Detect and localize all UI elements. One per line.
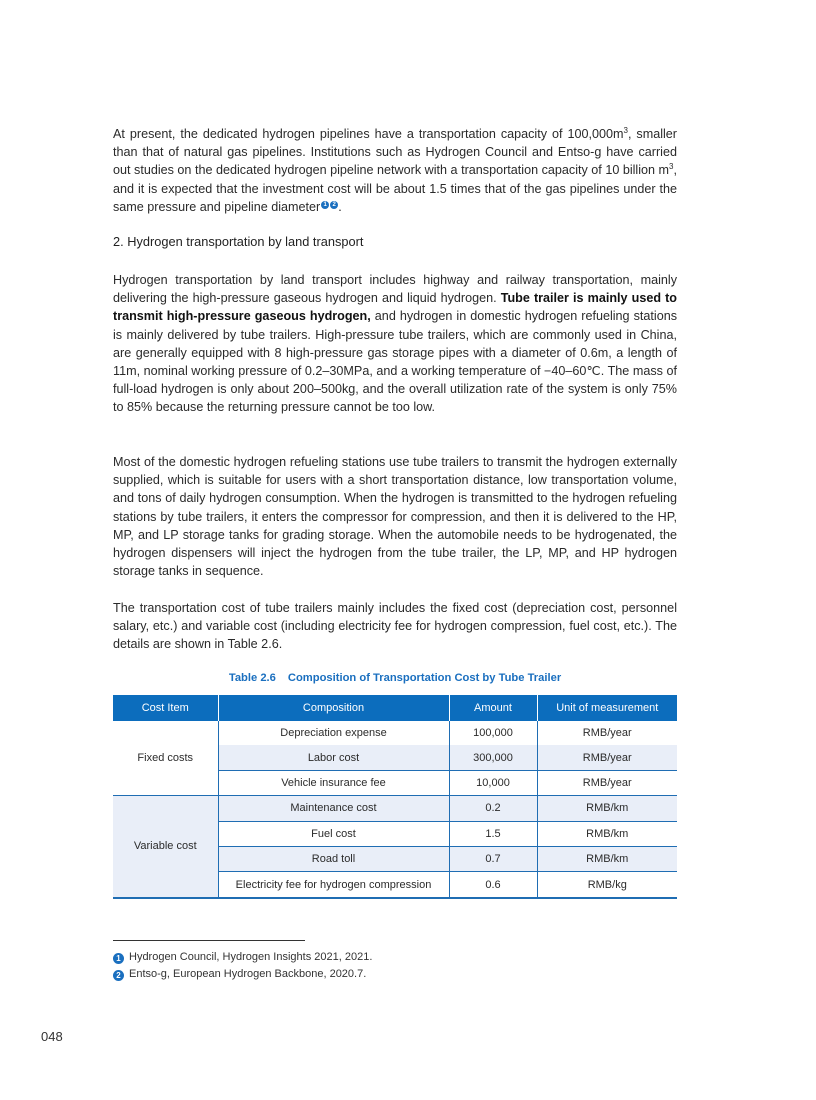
footnote-text: Hydrogen Council, Hydrogen Insights 2021, 2021. bbox=[129, 951, 373, 963]
cell-composition: Electricity fee for hydrogen compression bbox=[218, 872, 449, 898]
header-unit: Unit of measurement bbox=[537, 695, 677, 721]
paragraph-refueling-stations: Most of the domestic hydrogen refueling stations use tube trailers to transmit the hydrogen externally supplied, which is suitable for users with a short transportation distance, low transportation volume, and tons of daily hydrogen consumption. When the hydrogen is transmitted to the hydrogen refueling stations by tube trailers, it enters the compressor for compression, and then it is delivered to the HP, MP, and LP storage tanks for grading storage. When the automobile needs to be hydrogenated, the hydrogen dispensers will inject the hydrogen from the tube trailer, the LP, MP, and HP hydrogen storage tanks in sequence. bbox=[113, 455, 677, 579]
paragraph-land-transport bbox=[113, 271, 677, 417]
cell-composition: Labor cost bbox=[218, 745, 449, 770]
text-run: , and it is expected that the investment cost will be about 1.5 times that of the gas pipelines under the same pressure and pipeline diameter bbox=[113, 163, 677, 214]
section-heading: 2. Hydrogen transportation by land transport bbox=[113, 234, 364, 249]
cell-amount: 0.2 bbox=[449, 796, 537, 821]
table-row bbox=[113, 796, 677, 821]
header-cost-item: Cost Item bbox=[113, 695, 218, 721]
bold-text-run: Tube trailer is mainly used to transmit high-pressure gaseous hydrogen, bbox=[113, 291, 678, 324]
cell-amount: 100,000 bbox=[449, 721, 537, 745]
text-run: , smaller than that of natural gas pipelines. Institutions such as Hydrogen Council and Entso-g have carried out studies on the dedicated hydrogen pipeline network with a transportation capacity of 10 billion m bbox=[113, 127, 677, 178]
header-amount: Amount bbox=[449, 695, 537, 721]
table-row bbox=[113, 721, 677, 745]
table-title: Composition of Transportation Cost by Tube Trailer bbox=[287, 672, 562, 684]
cell-amount: 1.5 bbox=[449, 821, 537, 846]
cell-amount: 0.6 bbox=[449, 872, 537, 898]
text-run: At present, the dedicated hydrogen pipelines have a transportation capacity of 100,000m bbox=[113, 127, 624, 141]
footnote-ref-2-icon[interactable]: 2 bbox=[330, 201, 338, 209]
footnote-number-2-icon: 2 bbox=[113, 970, 124, 981]
cell-composition: Road toll bbox=[218, 846, 449, 871]
page-number: 048 bbox=[41, 1029, 63, 1044]
cell-unit: RMB/km bbox=[537, 821, 677, 846]
footnote-divider bbox=[113, 940, 305, 941]
table-header-row bbox=[113, 695, 677, 721]
paragraph-pipelines bbox=[113, 125, 677, 216]
text-run: Hydrogen transportation by land transport includes highway and railway transportation, mainly delivering the high-pressure gaseous hydrogen and liquid hydrogen. bbox=[113, 273, 677, 306]
cell-amount: 10,000 bbox=[449, 770, 537, 795]
cell-composition: Fuel cost bbox=[218, 821, 449, 846]
superscript: 3 bbox=[623, 125, 628, 135]
footnote-1 bbox=[113, 951, 372, 964]
text-run: . bbox=[338, 199, 342, 214]
footnote-2 bbox=[113, 968, 366, 981]
cell-unit: RMB/kg bbox=[537, 872, 677, 898]
group-label-fixed: Fixed costs bbox=[137, 752, 194, 765]
footnote-number-1-icon: 1 bbox=[113, 953, 124, 964]
paragraph-transport-cost: The transportation cost of tube trailers mainly includes the fixed cost (depreciation cost, personnel salary, etc.) and variable cost (including electricity fee for hydrogen compression, fuel cost, etc.). The details are shown in Table 2.6. bbox=[113, 601, 677, 652]
cell-composition: Depreciation expense bbox=[218, 721, 449, 745]
footnote-ref-1-icon[interactable]: 1 bbox=[321, 201, 329, 209]
group-label-variable: Variable cost bbox=[113, 796, 218, 898]
cell-unit: RMB/year bbox=[537, 721, 677, 745]
cell-amount: 0.7 bbox=[449, 846, 537, 871]
cost-table bbox=[113, 695, 677, 899]
table-caption bbox=[113, 672, 677, 684]
superscript: 3 bbox=[669, 162, 674, 172]
cell-unit: RMB/year bbox=[537, 770, 677, 795]
table-number: Table 2.6 bbox=[228, 672, 276, 684]
footnote-text: Entso-g, European Hydrogen Backbone, 2020.7. bbox=[129, 968, 367, 980]
cell-unit: RMB/km bbox=[537, 846, 677, 871]
cell-composition: Maintenance cost bbox=[218, 796, 449, 821]
cell-composition: Vehicle insurance fee bbox=[218, 770, 449, 795]
header-composition: Composition bbox=[218, 695, 449, 721]
cell-unit: RMB/year bbox=[537, 745, 677, 770]
cell-amount: 300,000 bbox=[449, 745, 537, 770]
text-run: and hydrogen in domestic hydrogen refueling stations is mainly delivered by tube trailers. High-pressure tube trailers, which are commonly used in China, are generally equipped with 8 high-pressure gas storage pipes with a diameter of 0.6m, a length of 11m, nominal working pressure of 0.2–30MPa, and a working temperature of −40–60℃. The mass of full-load hydrogen is only about 200–500kg, and the overall utilization rate of the system is only 75% to 85% because the returning pressure cannot be too low. bbox=[113, 309, 678, 415]
cell-unit: RMB/km bbox=[537, 796, 677, 821]
